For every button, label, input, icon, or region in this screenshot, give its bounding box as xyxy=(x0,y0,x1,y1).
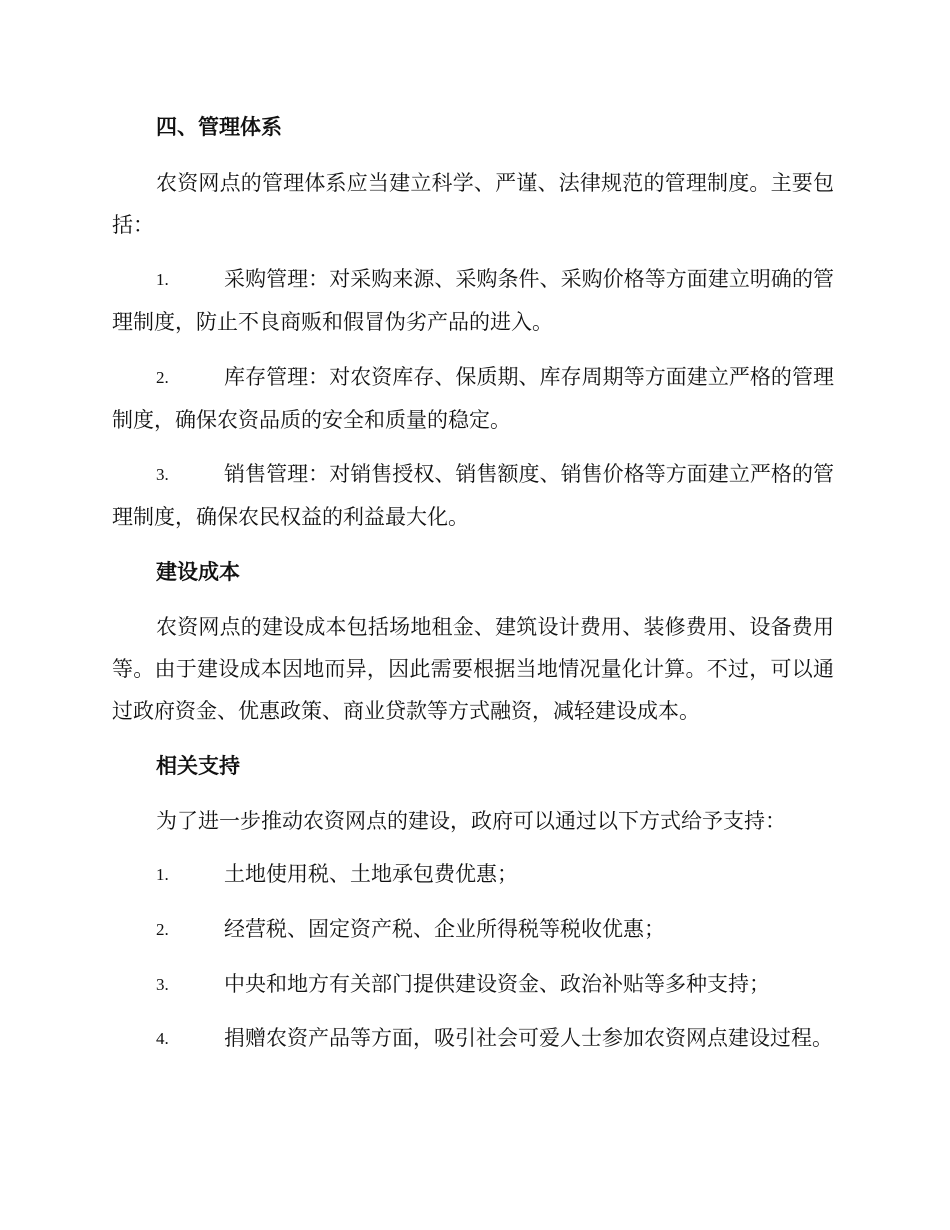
list-number: 3. xyxy=(156,465,169,484)
section-heading-cost: 建设成本 xyxy=(156,559,240,584)
cost-paragraph: 农资网点的建设成本包括场地租金、建筑设计费用、装修费用、设备费用等。由于建设成本因地而异，因此需要根据当地情况量化计算。不过，可以通过政府资金、优惠政策、商业贷款等方式融资，减轻建设成本。 xyxy=(112,615,834,723)
list-item-text: 销售管理：对销售授权、销售额度、销售价格等方面建立严格的管理制度，确保农民权益的利益最大化。 xyxy=(112,462,834,529)
list-item-text: 库存管理：对农资库存、保质期、库存周期等方面建立严格的管理制度，确保农资品质的安全和质量的稳定。 xyxy=(112,365,834,432)
list-number: 1. xyxy=(156,865,169,884)
support-intro-paragraph: 为了进一步推动农资网点的建设，政府可以通过以下方式给予支持： xyxy=(156,809,786,833)
list-item-text: 经营税、固定资产税、企业所得税等税收优惠； xyxy=(224,917,665,941)
list-number: 3. xyxy=(156,975,169,994)
support-list-item xyxy=(112,853,834,896)
list-number: 4. xyxy=(156,1029,169,1048)
section-heading-support: 相关支持 xyxy=(156,753,240,778)
list-item-text: 捐赠农资产品等方面，吸引社会可爱人士参加农资网点建设过程。 xyxy=(224,1026,833,1050)
list-number: 2. xyxy=(156,920,169,939)
management-intro-paragraph: 农资网点的管理体系应当建立科学、严谨、法律规范的管理制度。主要包括： xyxy=(112,171,834,237)
management-list-item xyxy=(112,453,834,538)
list-number: 1. xyxy=(156,270,169,289)
list-item-text: 采购管理：对采购来源、采购条件、采购价格等方面建立明确的管理制度，防止不良商贩和假冒伪劣产品的进入。 xyxy=(112,267,834,334)
list-item-text: 土地使用税、土地承包费优惠； xyxy=(224,862,518,886)
support-list-item xyxy=(112,908,834,951)
support-list-item xyxy=(112,1017,834,1060)
management-list-item xyxy=(112,258,834,343)
list-number: 2. xyxy=(156,368,169,387)
support-list-item xyxy=(112,963,834,1006)
section-heading-management: 四、管理体系 xyxy=(156,114,282,139)
management-list-item xyxy=(112,356,834,441)
list-item-text: 中央和地方有关部门提供建设资金、政治补贴等多种支持； xyxy=(224,972,770,996)
